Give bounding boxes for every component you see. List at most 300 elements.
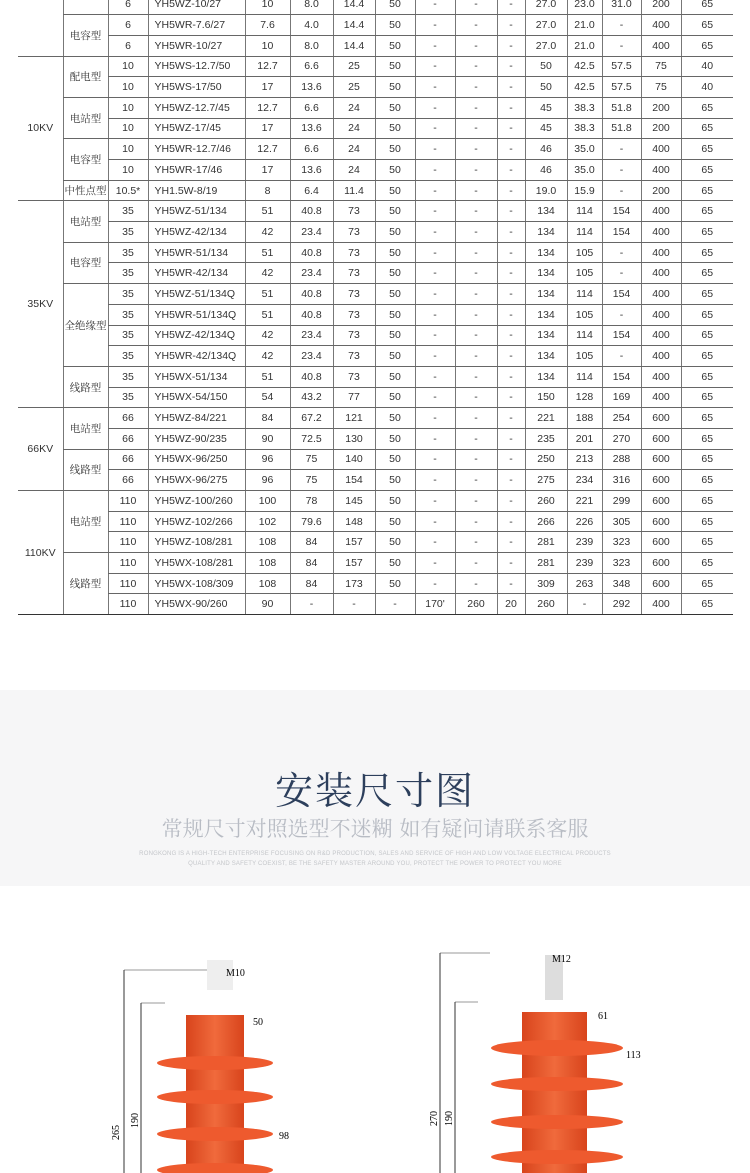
value-cell: - (455, 428, 497, 449)
value-cell: 24 (333, 97, 375, 118)
value-cell: 65 (681, 594, 733, 615)
value-cell: - (497, 325, 525, 346)
value-cell: 239 (567, 532, 602, 553)
value-cell: 134 (525, 346, 567, 367)
value-cell: 200 (641, 180, 681, 201)
value-cell: 400 (641, 304, 681, 325)
value-cell: - (455, 573, 497, 594)
value-cell: - (415, 77, 455, 98)
value-cell: 105 (567, 304, 602, 325)
model-cell: YH5WR-51/134Q (148, 304, 245, 325)
value-cell: 134 (525, 242, 567, 263)
value-cell: - (497, 242, 525, 263)
value-cell: 600 (641, 470, 681, 491)
value-cell: 23.0 (567, 0, 602, 15)
value-cell: 201 (567, 428, 602, 449)
value-cell: 14.4 (333, 35, 375, 56)
value-cell: 11.4 (333, 180, 375, 201)
installation-diagrams (0, 886, 750, 1173)
table-row (18, 263, 733, 284)
value-cell: 154 (602, 201, 641, 222)
value-cell: - (415, 139, 455, 160)
value-cell: 90 (245, 594, 290, 615)
value-cell: - (497, 449, 525, 470)
value-cell: 51.8 (602, 118, 641, 139)
table-row (18, 242, 733, 263)
model-cell: YH5WX-51/134 (148, 366, 245, 387)
table-row (18, 573, 733, 594)
value-cell: - (455, 532, 497, 553)
value-cell: 42 (245, 325, 290, 346)
model-cell: YH5WR-51/134 (148, 242, 245, 263)
value-cell: 50 (375, 263, 415, 284)
value-cell: 50 (375, 387, 415, 408)
table-row (18, 594, 733, 615)
value-cell: - (415, 118, 455, 139)
value-cell: 96 (245, 449, 290, 470)
value-cell: 600 (641, 511, 681, 532)
value-cell: 45 (525, 118, 567, 139)
arrester-type-cell: 电容型 (63, 242, 108, 283)
value-cell: 65 (681, 511, 733, 532)
value-cell: - (455, 408, 497, 429)
value-cell: - (415, 304, 455, 325)
value-cell: - (415, 263, 455, 284)
value-cell: 84 (290, 573, 333, 594)
right-top-diameter: 61 (598, 1011, 608, 1022)
arrester-type-cell (63, 0, 108, 15)
value-cell: 50 (375, 222, 415, 243)
value-cell: 65 (681, 408, 733, 429)
value-cell: - (415, 491, 455, 512)
table-row (18, 284, 733, 305)
model-cell: YH5WZ-51/134 (148, 201, 245, 222)
model-cell: YH5WX-90/260 (148, 594, 245, 615)
value-cell: - (602, 346, 641, 367)
value-cell: 50 (375, 449, 415, 470)
value-cell: 108 (245, 532, 290, 553)
section-title: 安装尺寸图 (274, 769, 475, 813)
model-cell: YH5WX-108/281 (148, 553, 245, 574)
value-cell: - (497, 180, 525, 201)
value-cell: 20 (497, 594, 525, 615)
value-cell: 67.2 (290, 408, 333, 429)
value-cell: - (415, 532, 455, 553)
arrester-type-cell: 全绝缘型 (63, 284, 108, 367)
value-cell: - (455, 160, 497, 181)
value-cell: 51 (245, 304, 290, 325)
value-cell: 50 (375, 408, 415, 429)
value-cell: 400 (641, 325, 681, 346)
model-cell: YH5WS-12.7/50 (148, 56, 245, 77)
value-cell: 110 (108, 594, 148, 615)
model-cell: YH5WZ-12.7/45 (148, 97, 245, 118)
value-cell: 6.6 (290, 56, 333, 77)
value-cell: 173 (333, 573, 375, 594)
value-cell: 79.6 (290, 511, 333, 532)
value-cell: 65 (681, 35, 733, 56)
value-cell: 35 (108, 366, 148, 387)
value-cell: 288 (602, 449, 641, 470)
value-cell: 65 (681, 366, 733, 387)
value-cell: - (497, 573, 525, 594)
value-cell: 400 (641, 222, 681, 243)
value-cell: 105 (567, 346, 602, 367)
value-cell: 316 (602, 470, 641, 491)
value-cell: 73 (333, 201, 375, 222)
value-cell: 188 (567, 408, 602, 429)
value-cell: 73 (333, 222, 375, 243)
value-cell: - (455, 304, 497, 325)
value-cell: - (415, 0, 455, 15)
value-cell: 154 (333, 470, 375, 491)
value-cell: 114 (567, 222, 602, 243)
value-cell: 8.0 (290, 35, 333, 56)
value-cell: 65 (681, 573, 733, 594)
value-cell: 73 (333, 263, 375, 284)
value-cell: 73 (333, 325, 375, 346)
right-thread-label: M12 (552, 954, 571, 965)
value-cell: - (415, 387, 455, 408)
value-cell: - (497, 15, 525, 36)
value-cell: - (497, 35, 525, 56)
value-cell: 54 (245, 387, 290, 408)
value-cell: 75 (641, 77, 681, 98)
model-cell: YH5WX-54/150 (148, 387, 245, 408)
value-cell: 73 (333, 284, 375, 305)
value-cell: 110 (108, 511, 148, 532)
value-cell: 12.7 (245, 56, 290, 77)
insulator-left (124, 960, 273, 1173)
value-cell: 8.0 (290, 0, 333, 15)
value-cell: 10 (245, 0, 290, 15)
value-cell: 275 (525, 470, 567, 491)
value-cell: 121 (333, 408, 375, 429)
value-cell: 40 (681, 56, 733, 77)
value-cell: 134 (525, 201, 567, 222)
value-cell: 600 (641, 491, 681, 512)
value-cell: 51 (245, 366, 290, 387)
value-cell: 400 (641, 35, 681, 56)
value-cell: - (602, 263, 641, 284)
value-cell: 134 (525, 263, 567, 284)
value-cell: - (602, 35, 641, 56)
value-cell: 281 (525, 532, 567, 553)
value-cell: 75 (641, 56, 681, 77)
value-cell: - (497, 201, 525, 222)
value-cell: 108 (245, 553, 290, 574)
value-cell: 114 (567, 284, 602, 305)
value-cell: 213 (567, 449, 602, 470)
value-cell: - (497, 284, 525, 305)
value-cell: - (497, 139, 525, 160)
value-cell: 84 (290, 553, 333, 574)
value-cell: 50 (375, 325, 415, 346)
value-cell: 51 (245, 242, 290, 263)
value-cell: 10 (108, 118, 148, 139)
value-cell: 114 (567, 366, 602, 387)
value-cell: 170' (415, 594, 455, 615)
value-cell: 400 (641, 594, 681, 615)
value-cell: 110 (108, 553, 148, 574)
value-cell: 19.0 (525, 180, 567, 201)
value-cell: 45 (525, 97, 567, 118)
value-cell: - (455, 511, 497, 532)
value-cell: - (602, 139, 641, 160)
value-cell: 73 (333, 304, 375, 325)
table-row (18, 56, 733, 77)
value-cell: - (455, 263, 497, 284)
value-cell: 35 (108, 284, 148, 305)
value-cell: - (567, 594, 602, 615)
value-cell: - (497, 77, 525, 98)
value-cell: - (455, 180, 497, 201)
model-cell: YH5WR-42/134 (148, 263, 245, 284)
value-cell: 35 (108, 325, 148, 346)
value-cell: 66 (108, 408, 148, 429)
value-cell: - (497, 470, 525, 491)
table-row (18, 408, 733, 429)
value-cell: 10 (108, 77, 148, 98)
value-cell: 24 (333, 160, 375, 181)
table-row (18, 304, 733, 325)
voltage-class-cell: 66KV (18, 408, 63, 491)
value-cell: 75 (290, 449, 333, 470)
value-cell: 66 (108, 428, 148, 449)
model-cell: YH5WZ-102/266 (148, 511, 245, 532)
value-cell: 250 (525, 449, 567, 470)
value-cell: 292 (602, 594, 641, 615)
value-cell: 400 (641, 160, 681, 181)
value-cell: 50 (375, 160, 415, 181)
value-cell: - (455, 118, 497, 139)
table-row (18, 428, 733, 449)
value-cell: 42.5 (567, 56, 602, 77)
value-cell: 200 (641, 118, 681, 139)
value-cell: 13.6 (290, 160, 333, 181)
value-cell: 100 (245, 491, 290, 512)
value-cell: 66 (108, 449, 148, 470)
value-cell: 73 (333, 346, 375, 367)
value-cell: 400 (641, 387, 681, 408)
value-cell: 200 (641, 0, 681, 15)
value-cell: 35 (108, 222, 148, 243)
value-cell: 114 (567, 201, 602, 222)
value-cell: 50 (375, 346, 415, 367)
value-cell: - (455, 56, 497, 77)
value-cell: 27.0 (525, 35, 567, 56)
value-cell: 6 (108, 0, 148, 15)
value-cell: 65 (681, 325, 733, 346)
value-cell: 140 (333, 449, 375, 470)
table-row (18, 222, 733, 243)
value-cell: - (602, 242, 641, 263)
value-cell: 134 (525, 222, 567, 243)
left-body-height: 190 (130, 1113, 141, 1128)
value-cell: 50 (375, 428, 415, 449)
arrester-type-cell: 线路型 (63, 449, 108, 490)
insulator-right (440, 953, 623, 1173)
value-cell: 65 (681, 532, 733, 553)
table-row (18, 470, 733, 491)
value-cell: 17 (245, 77, 290, 98)
voltage-class-cell (18, 0, 63, 56)
value-cell: - (455, 387, 497, 408)
value-cell: 134 (525, 304, 567, 325)
model-cell: YH5WR-42/134Q (148, 346, 245, 367)
table-row (18, 139, 733, 160)
value-cell: - (497, 346, 525, 367)
value-cell: 50 (375, 118, 415, 139)
value-cell: 35 (108, 346, 148, 367)
value-cell: 40.8 (290, 242, 333, 263)
value-cell: - (455, 325, 497, 346)
english-tagline-1: RONGKONG IS A HIGH-TECH ENTERPRISE FOCUSING ON R&D PRODUCTION, SALES AND SERVICE OF HIGH AND LOW VOLTAGE ELECTRICAL PRODUCTS (139, 851, 611, 857)
right-body-height: 190 (444, 1111, 455, 1126)
value-cell: 6 (108, 35, 148, 56)
voltage-class-cell: 10KV (18, 56, 63, 201)
spec-table-body (18, 0, 733, 615)
value-cell: 21.0 (567, 15, 602, 36)
value-cell: 134 (525, 366, 567, 387)
value-cell: 50 (375, 56, 415, 77)
value-cell: - (497, 532, 525, 553)
value-cell: 65 (681, 263, 733, 284)
value-cell: 130 (333, 428, 375, 449)
value-cell: 65 (681, 180, 733, 201)
arrester-type-cell: 中性点型 (63, 180, 108, 201)
value-cell: 35 (108, 201, 148, 222)
value-cell: - (415, 573, 455, 594)
value-cell: - (290, 594, 333, 615)
value-cell: 110 (108, 573, 148, 594)
value-cell: 65 (681, 201, 733, 222)
value-cell: - (497, 263, 525, 284)
value-cell: 50 (375, 15, 415, 36)
value-cell: 50 (375, 180, 415, 201)
value-cell: - (415, 511, 455, 532)
value-cell: 110 (108, 532, 148, 553)
value-cell: 348 (602, 573, 641, 594)
value-cell: 75 (290, 470, 333, 491)
left-top-diameter: 50 (253, 1017, 263, 1028)
value-cell: 50 (375, 511, 415, 532)
arrester-type-cell: 电容型 (63, 15, 108, 56)
value-cell: 65 (681, 491, 733, 512)
table-row (18, 491, 733, 512)
value-cell: 102 (245, 511, 290, 532)
value-cell: - (455, 449, 497, 470)
value-cell: 73 (333, 366, 375, 387)
value-cell: 72.5 (290, 428, 333, 449)
value-cell: 42 (245, 222, 290, 243)
value-cell: 35 (108, 242, 148, 263)
spec-table-wrapper (18, 0, 733, 615)
value-cell: 24 (333, 139, 375, 160)
value-cell: 263 (567, 573, 602, 594)
value-cell: - (415, 242, 455, 263)
value-cell: 260 (525, 491, 567, 512)
value-cell: - (497, 553, 525, 574)
model-cell: YH5WX-108/309 (148, 573, 245, 594)
value-cell: 77 (333, 387, 375, 408)
value-cell: 15.9 (567, 180, 602, 201)
value-cell: - (455, 491, 497, 512)
value-cell: - (415, 408, 455, 429)
value-cell: - (497, 97, 525, 118)
arrester-type-cell: 电站型 (63, 491, 108, 553)
value-cell: 27.0 (525, 15, 567, 36)
value-cell: 400 (641, 15, 681, 36)
value-cell: 50 (525, 56, 567, 77)
value-cell: - (455, 97, 497, 118)
voltage-class-cell: 35KV (18, 201, 63, 408)
value-cell: - (497, 491, 525, 512)
value-cell: 6.6 (290, 139, 333, 160)
arrester-type-cell: 电站型 (63, 201, 108, 242)
value-cell: 281 (525, 553, 567, 574)
value-cell: 51 (245, 284, 290, 305)
value-cell: 128 (567, 387, 602, 408)
value-cell: 51 (245, 201, 290, 222)
value-cell: 35 (108, 387, 148, 408)
value-cell: 65 (681, 304, 733, 325)
value-cell: - (415, 222, 455, 243)
english-tagline-2: QUALITY AND SAFETY COEXIST, BE THE SAFETY MASTER AROUND YOU, PROTECT THE POWER TO PROTECT YOU MORE (188, 861, 562, 867)
value-cell: 7.6 (245, 15, 290, 36)
value-cell: - (415, 346, 455, 367)
value-cell: 46 (525, 160, 567, 181)
value-cell: 50 (375, 284, 415, 305)
arrester-type-cell: 电站型 (63, 408, 108, 449)
model-cell: YH5WR-12.7/46 (148, 139, 245, 160)
value-cell: 600 (641, 553, 681, 574)
value-cell: 25 (333, 77, 375, 98)
value-cell: 23.4 (290, 325, 333, 346)
value-cell: 35.0 (567, 160, 602, 181)
table-row (18, 366, 733, 387)
value-cell: 10 (108, 139, 148, 160)
value-cell: 17 (245, 118, 290, 139)
value-cell: - (497, 408, 525, 429)
value-cell: - (415, 428, 455, 449)
table-row (18, 346, 733, 367)
value-cell: - (497, 222, 525, 243)
value-cell: 154 (602, 284, 641, 305)
value-cell: 400 (641, 284, 681, 305)
value-cell: 200 (641, 97, 681, 118)
arrester-type-cell: 线路型 (63, 553, 108, 615)
value-cell: 114 (567, 325, 602, 346)
value-cell: 105 (567, 263, 602, 284)
value-cell: 17 (245, 160, 290, 181)
value-cell: 23.4 (290, 346, 333, 367)
model-cell: YH5WR-10/27 (148, 35, 245, 56)
value-cell: - (455, 201, 497, 222)
value-cell: 234 (567, 470, 602, 491)
value-cell: 40.8 (290, 284, 333, 305)
value-cell: 400 (641, 242, 681, 263)
value-cell: 31.0 (602, 0, 641, 15)
value-cell: - (415, 325, 455, 346)
value-cell: 134 (525, 284, 567, 305)
value-cell: - (415, 160, 455, 181)
value-cell: 400 (641, 139, 681, 160)
value-cell: - (333, 594, 375, 615)
value-cell: 8 (245, 180, 290, 201)
value-cell: 50 (375, 77, 415, 98)
value-cell: 10.5* (108, 180, 148, 201)
